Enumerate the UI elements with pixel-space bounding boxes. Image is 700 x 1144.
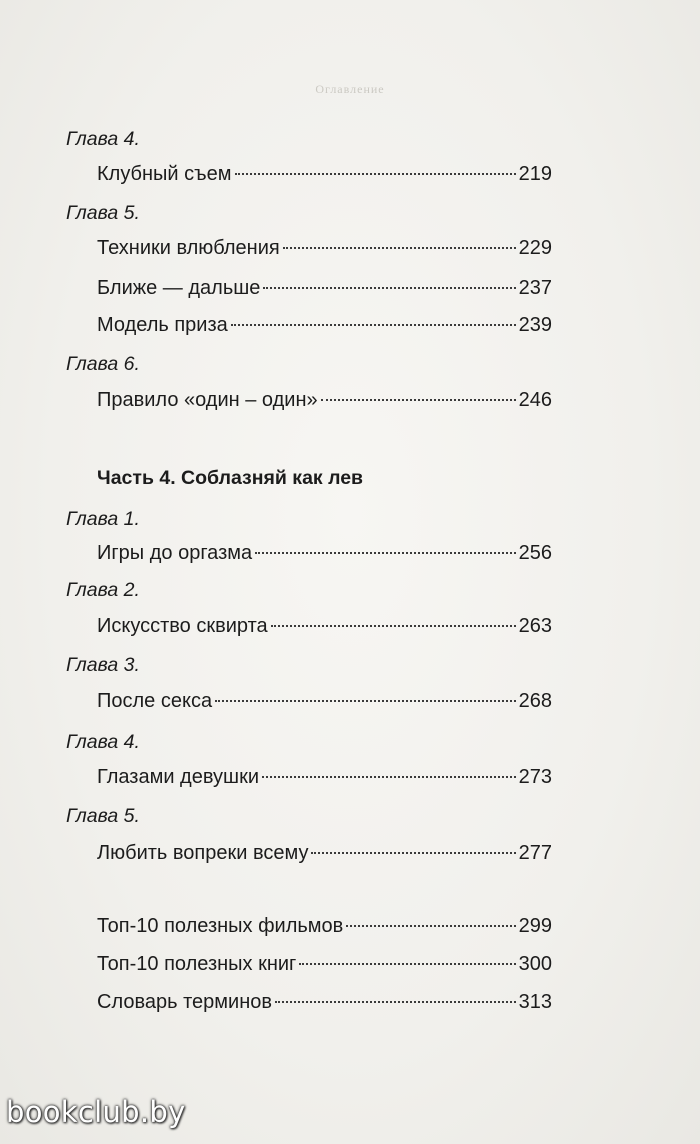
toc-entry-page-number: 219 [518, 163, 552, 185]
toc-entry-page-number: 299 [518, 915, 552, 937]
toc-entry [97, 388, 552, 412]
running-head: Оглавление [315, 82, 385, 96]
dot-leader [235, 172, 516, 175]
chapter-heading: Глава 1. [66, 508, 140, 530]
toc-entry-page-number: 263 [518, 615, 552, 637]
toc-entry-title: Любить вопреки всему [97, 842, 309, 864]
chapter-heading: Глава 4. [66, 128, 140, 150]
toc-entry-page-number: 300 [518, 953, 552, 975]
dot-leader [321, 398, 516, 401]
part-heading: Часть 4. Соблазняй как лев [97, 467, 364, 489]
chapter-heading: Глава 5. [66, 202, 140, 224]
dot-leader [215, 699, 516, 702]
toc-entry-page-number: 246 [518, 389, 552, 411]
toc-entry-title: Клубный съем [97, 163, 232, 185]
toc-entry [97, 841, 552, 865]
toc-entry [97, 236, 552, 260]
toc-entry-page-number: 229 [518, 237, 552, 259]
chapter-heading: Глава 4. [66, 731, 140, 753]
toc-entry-page-number: 277 [518, 842, 552, 864]
toc-entry [97, 990, 552, 1014]
toc-entry-page-number: 313 [518, 991, 552, 1013]
toc-entry [97, 162, 552, 186]
dot-leader [262, 775, 516, 778]
toc-entry-title: Глазами девушки [97, 766, 259, 788]
dot-leader [263, 286, 515, 289]
chapter-heading: Глава 2. [66, 579, 140, 601]
toc-entry [97, 914, 552, 938]
toc-entry-title: Правило «один – один» [97, 389, 318, 411]
dot-leader [231, 323, 516, 326]
toc-entry [97, 765, 552, 789]
dot-leader [255, 551, 516, 554]
toc-entry [97, 276, 552, 300]
dot-leader [346, 924, 515, 927]
toc-entry-title: Модель приза [97, 314, 228, 336]
chapter-heading: Глава 3. [66, 654, 140, 676]
toc-entry-title: Словарь терминов [97, 991, 272, 1013]
dot-leader [271, 624, 516, 627]
toc-entry-title: После секса [97, 690, 213, 712]
toc-entry-title: Топ-10 полезных книг [97, 953, 297, 975]
toc-entry [97, 313, 552, 337]
dot-leader [311, 851, 515, 854]
toc-entry-page-number: 268 [518, 690, 552, 712]
dot-leader [283, 246, 516, 249]
toc-entry-page-number: 237 [518, 277, 552, 299]
dot-leader [275, 1000, 516, 1003]
toc-entry [97, 541, 552, 565]
toc-entry-page-number: 239 [518, 314, 552, 336]
toc-entry-title: Топ-10 полезных фильмов [97, 915, 344, 937]
toc-entry-page-number: 273 [518, 766, 552, 788]
toc-entry [97, 952, 552, 976]
watermark-logo: bookclub.by [6, 1095, 186, 1129]
chapter-heading: Глава 6. [66, 353, 140, 375]
dot-leader [299, 962, 515, 965]
toc-entry-title: Ближе — дальше [97, 277, 261, 299]
toc-entry-page-number: 256 [518, 542, 552, 564]
toc-entry-title: Искусство сквирта [97, 615, 268, 637]
chapter-heading: Глава 5. [66, 805, 140, 827]
toc-entry-title: Техники влюбления [97, 237, 280, 259]
toc-entry [97, 614, 552, 638]
toc-entry-title: Игры до оргазма [97, 542, 253, 564]
toc-entry [97, 689, 552, 713]
